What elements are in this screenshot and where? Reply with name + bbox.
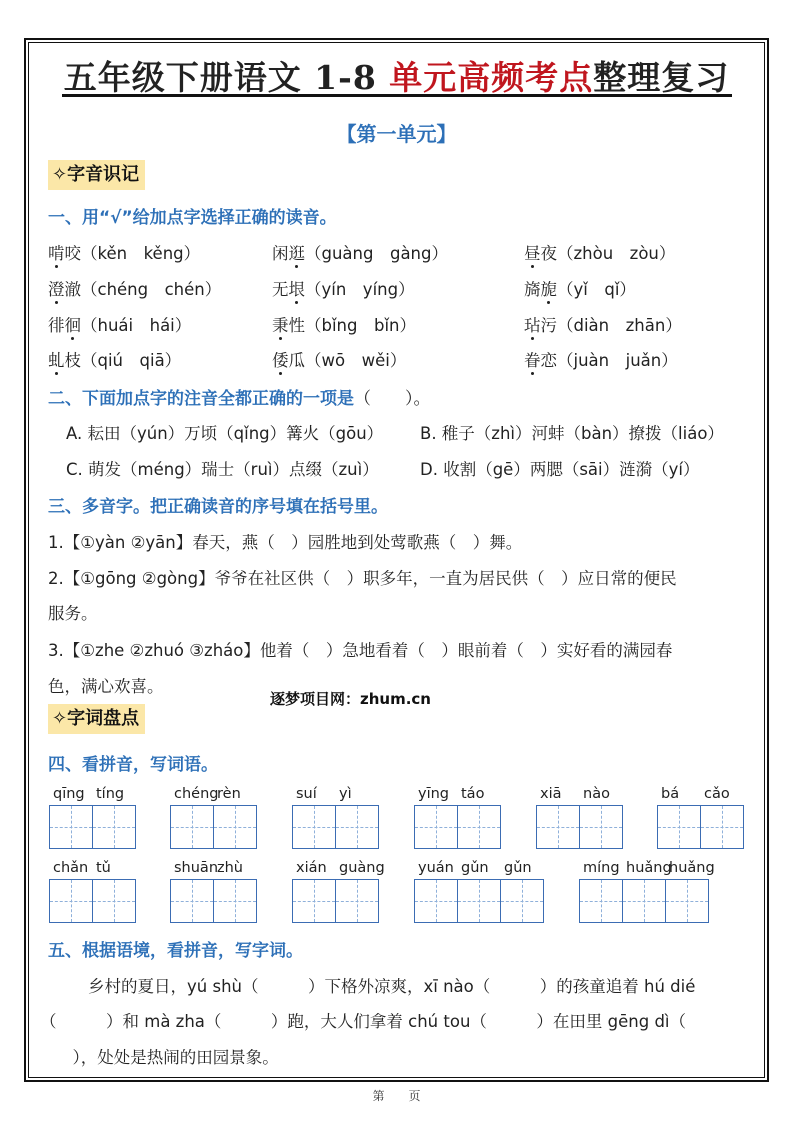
writing-grid <box>536 805 623 849</box>
pinyin-syllable: gǔn <box>504 860 532 876</box>
writing-grid <box>657 805 744 849</box>
word-char: 澈 <box>64 280 81 299</box>
writing-cell[interactable] <box>500 879 544 923</box>
word-char: 逛 <box>288 244 305 263</box>
pronunciation-item <box>272 312 416 336</box>
question-3-line-2a: 2.【①gōng ②gòng】爷爷在社区供（ ）职多年，一直为居民供（ ）应日常的便民 <box>48 569 677 588</box>
pinyin-syllable: nào <box>583 786 610 802</box>
pronunciation-item <box>272 240 448 264</box>
word-char: 旎 <box>540 280 557 299</box>
pronunciation-item <box>524 312 682 336</box>
pronunciation-item <box>48 240 200 264</box>
option-c: C. 萌发（méng）瑞士（ruì）点缀（zuì） <box>66 460 379 479</box>
writing-cell[interactable] <box>457 879 501 923</box>
pronunciation-item <box>524 347 678 371</box>
word-char: 无 <box>272 280 289 299</box>
unit-heading: 【第一单元】 <box>336 122 457 146</box>
title-underline <box>62 94 732 97</box>
pinyin-syllable: shuān <box>174 860 219 876</box>
word-char: 虬 <box>48 351 65 370</box>
word-char: 枝 <box>64 351 81 370</box>
option-a: A. 耘田（yún）万顷（qǐng）篝火（gōu） <box>66 424 384 443</box>
question-3-line-1: 1.【①yàn ②yān】春天，燕（ ）园胜地到处莺歌燕（ ）舞。 <box>48 533 523 552</box>
pinyin-options: （huái hái） <box>81 316 192 335</box>
word-char: 澄 <box>48 280 65 299</box>
word-char: 啃 <box>48 244 65 263</box>
page-title <box>0 52 793 99</box>
pronunciation-item <box>524 240 675 264</box>
writing-grid <box>49 805 136 849</box>
pinyin-options: （qiú qiā） <box>81 351 182 370</box>
question-5-line-1: 乡村的夏日，yú shù（ ）下格外凉爽，xī nào（ ）的孩童追着 hú dié <box>88 977 696 996</box>
pinyin-syllable: rèn <box>217 786 241 802</box>
word-char: 闲 <box>272 244 289 263</box>
question-5-line-3: ），处处是热闹的田园景象。 <box>56 1048 279 1067</box>
writing-cell[interactable] <box>622 879 666 923</box>
pinyin-syllable: chéng <box>174 786 219 802</box>
word-char: 眷 <box>524 351 541 370</box>
question-1-title: 一、用“√”给加点字选择正确的读音。 <box>48 208 337 228</box>
writing-cell[interactable] <box>700 805 744 849</box>
word-char: 性 <box>288 316 305 335</box>
word-char: 倭 <box>272 351 289 370</box>
pinyin-syllable: qīng <box>53 786 85 802</box>
writing-grid <box>579 879 709 923</box>
writing-cell[interactable] <box>213 805 257 849</box>
word-char: 旖 <box>524 280 541 299</box>
question-3-line-3b: 色，满心欢喜。 <box>48 677 164 696</box>
writing-cell[interactable] <box>170 879 214 923</box>
word-char: 瓜 <box>288 351 305 370</box>
question-3-line-2b: 服务。 <box>48 604 98 623</box>
pronunciation-item <box>524 276 636 300</box>
writing-grid <box>49 879 136 923</box>
pinyin-syllable: gǔn <box>461 860 489 876</box>
pinyin-syllable: bá <box>661 786 680 802</box>
question-4-title: 四、看拼音，写词语。 <box>48 755 218 775</box>
pinyin-syllable: guàng <box>339 860 385 876</box>
pinyin-syllable: xián <box>296 860 327 876</box>
word-char: 秉 <box>272 316 289 335</box>
word-char: 咬 <box>64 244 81 263</box>
pronunciation-item <box>48 276 221 300</box>
section-pronunciation: ✧字音识记 <box>48 160 145 190</box>
pinyin-options: （diàn zhān） <box>557 316 682 335</box>
pinyin-syllable: yuán <box>418 860 454 876</box>
pinyin-options: （wō wěi） <box>305 351 407 370</box>
writing-cell[interactable] <box>457 805 501 849</box>
pronunciation-item <box>48 347 181 371</box>
pinyin-syllable: tíng <box>96 786 125 802</box>
pinyin-syllable: táo <box>461 786 485 802</box>
pinyin-options: （chéng chén） <box>81 280 222 299</box>
writing-cell[interactable] <box>536 805 580 849</box>
writing-cell[interactable] <box>92 879 136 923</box>
word-char: 昼 <box>524 244 541 263</box>
writing-cell[interactable] <box>170 805 214 849</box>
writing-grid <box>414 879 544 923</box>
section-vocabulary: ✧字词盘点 <box>48 704 145 734</box>
word-char: 徊 <box>64 316 81 335</box>
writing-cell[interactable] <box>335 805 379 849</box>
option-b: B. 稚子（zhì）河蚌（bàn）撩拨（liáo） <box>420 424 724 443</box>
pinyin-options: （juàn juǎn） <box>557 351 678 370</box>
writing-cell[interactable] <box>414 805 458 849</box>
question-2-title <box>48 384 431 409</box>
writing-cell[interactable] <box>579 879 623 923</box>
pinyin-syllable: tǔ <box>96 860 111 876</box>
pinyin-syllable: huǎng <box>626 860 672 876</box>
writing-grid <box>292 805 379 849</box>
writing-cell[interactable] <box>49 879 93 923</box>
title-highlight: 单元高频考点 <box>389 58 594 97</box>
pronunciation-item <box>272 347 406 371</box>
writing-grid <box>292 879 379 923</box>
word-char: 徘 <box>48 316 65 335</box>
question-5-line-2: （ ）和 mà zha（ ）跑，大人们拿着 chú tou（ ）在田里 gēng dì（ <box>40 1012 687 1031</box>
question-2-answer-paren: （ ）。 <box>354 389 431 409</box>
pinyin-options: （bǐng bǐn） <box>305 316 417 335</box>
pinyin-syllable: zhù <box>217 860 243 876</box>
pinyin-syllable: míng <box>583 860 620 876</box>
pinyin-options: （zhòu zòu） <box>557 244 676 263</box>
pinyin-syllable: huǎng <box>669 860 715 876</box>
writing-grid <box>170 879 257 923</box>
pinyin-options: （kěn kěng） <box>81 244 201 263</box>
writing-cell[interactable] <box>657 805 701 849</box>
writing-cell[interactable] <box>49 805 93 849</box>
watermark-text: 逐梦项目网：zhum.cn <box>270 690 431 708</box>
word-char: 夜 <box>540 244 557 263</box>
writing-cell[interactable] <box>665 879 709 923</box>
pinyin-options: （guàng gàng） <box>305 244 448 263</box>
writing-cell[interactable] <box>414 879 458 923</box>
pinyin-syllable: xiā <box>540 786 562 802</box>
writing-cell[interactable] <box>335 879 379 923</box>
pronunciation-item <box>272 276 415 300</box>
pinyin-syllable: yì <box>339 786 352 802</box>
writing-grid <box>414 805 501 849</box>
pinyin-syllable: yīng <box>418 786 450 802</box>
pinyin-options: （yǐ qǐ） <box>557 280 636 299</box>
word-char: 玷 <box>524 316 541 335</box>
title-part2: 整理复习 <box>593 58 730 97</box>
question-3-line-3a: 3.【①zhe ②zhuó ③zháo】他着（ ）急地看着（ ）眼前着（ ）实好看的满园春 <box>48 641 673 660</box>
pinyin-syllable: cǎo <box>704 786 730 802</box>
page-footer: 第 页 <box>372 1089 421 1103</box>
option-d: D. 收割（gē）两腮（sāi）涟漪（yí） <box>420 460 700 479</box>
question-3-title: 三、多音字。把正确读音的序号填在括号里。 <box>48 497 388 517</box>
writing-cell[interactable] <box>579 805 623 849</box>
writing-grid <box>170 805 257 849</box>
pinyin-options: （yín yíng） <box>305 280 415 299</box>
pinyin-syllable: suí <box>296 786 317 802</box>
pinyin-syllable: chǎn <box>53 860 89 876</box>
pronunciation-item <box>48 312 191 336</box>
writing-cell[interactable] <box>292 879 336 923</box>
word-char: 污 <box>540 316 557 335</box>
writing-cell[interactable] <box>213 879 257 923</box>
title-part1: 五年级下册语文 1-8 <box>63 58 390 97</box>
word-char: 恋 <box>540 351 557 370</box>
question-5-title: 五、根据语境，看拼音，写字词。 <box>48 941 303 961</box>
word-char: 垠 <box>288 280 305 299</box>
writing-cell[interactable] <box>92 805 136 849</box>
writing-cell[interactable] <box>292 805 336 849</box>
question-2-text: 二、下面加点字的注音全都正确的一项是 <box>48 389 354 409</box>
